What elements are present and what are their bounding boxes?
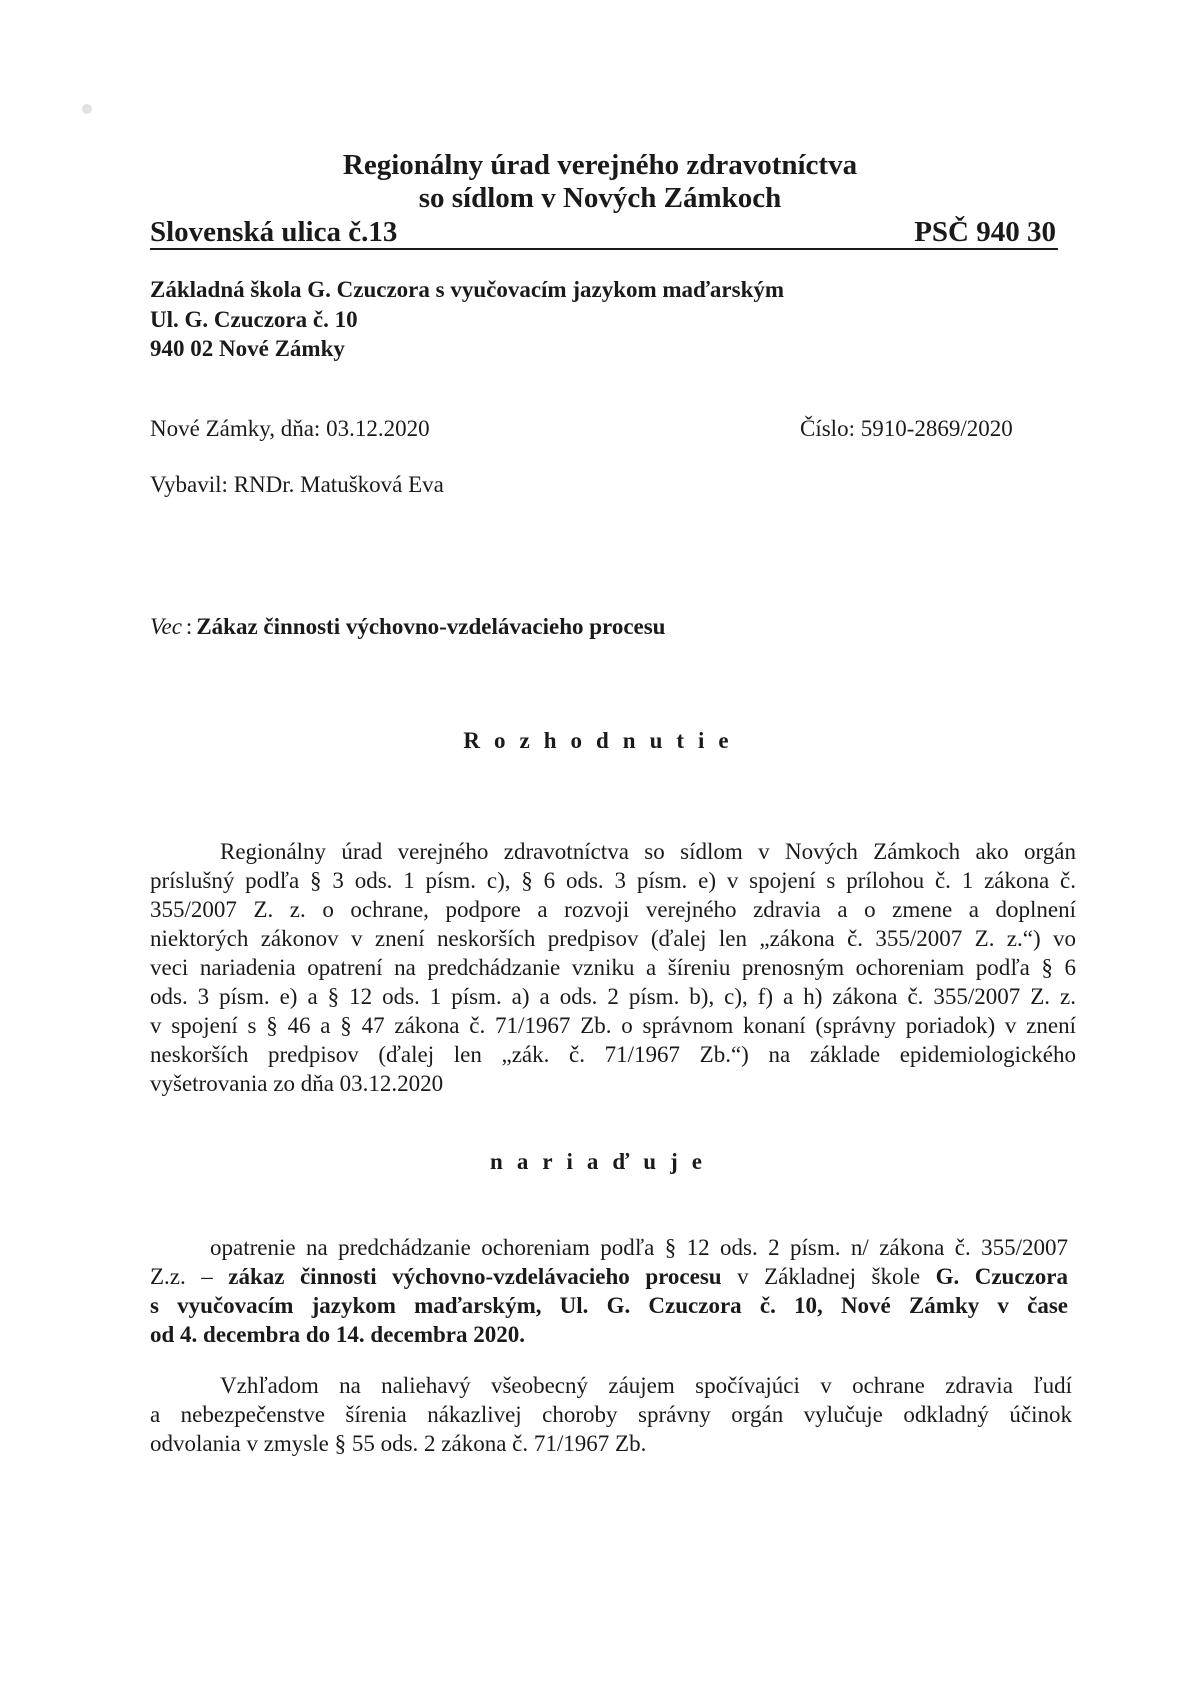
interest-paragraph xyxy=(150,1371,1072,1458)
authority-name: Regionálny úrad verejného zdravotníctva xyxy=(342,149,858,181)
recipient-city: 940 02 Nové Zámky xyxy=(150,336,345,361)
order-period: od 4. decembra do 14. decembra 2020. xyxy=(150,1322,525,1347)
paragraph-line: vyšetrovania zo dňa 03.12.2020 xyxy=(150,1071,444,1096)
authority-seat: so sídlom v Nových Zámkoch xyxy=(418,182,782,214)
order-heading: nariaďuje xyxy=(490,1149,716,1174)
order-law-ref: Z.z. – xyxy=(150,1264,229,1289)
recipient-name: Základná škola G. Czuczora s vyučovacím jazykom maďarským xyxy=(150,277,785,302)
paragraph-line: s vyučovacím jazykom maďarským, Ul. G. Czuczora č. 10, Nové Zámky v čase xyxy=(150,1293,1068,1318)
decision-heading: Rozhodnutie xyxy=(463,728,743,753)
subject-label: Vec xyxy=(150,614,182,639)
subject-separator: : xyxy=(185,614,193,639)
place-and-date: Nové Zámky, dňa: 03.12.2020 xyxy=(150,416,430,441)
letterhead-divider xyxy=(150,248,1058,250)
reference-number: Číslo: 5910-2869/2020 xyxy=(800,416,1013,441)
paragraph-line: niektorých zákonov v znení neskorších predpisov (ďalej len „zákona č. 355/2007 Z. z.“) vo xyxy=(150,926,1076,951)
paragraph-line: Regionálny úrad verejného zdravotníctva so sídlom v Nových Zámkoch ako orgán xyxy=(220,839,1076,864)
paragraph-line: veci nariadenia opatrení na predchádzanie vzniku a šíreniu prenosným ochoreniam podľa § 6 xyxy=(150,955,1076,980)
decision-paragraph xyxy=(150,837,1076,1098)
paragraph-line: ods. 3 písm. e) a § 12 ods. 1 písm. a) a ods. 2 písm. b), c), f) a h) zákona č. 355/2007 Z. z. xyxy=(150,984,1076,1009)
letterhead-street: Slovenská ulica č.13 xyxy=(150,216,398,248)
paragraph-line: odvolania v zmysle § 55 ods. 2 zákona č. 71/1967 Zb. xyxy=(150,1431,647,1456)
paragraph-line: opatrenie na predchádzanie ochoreniam podľa § 12 ods. 2 písm. n/ zákona č. 355/2007 xyxy=(210,1235,1068,1260)
paragraph-line: Vzhľadom na naliehavý všeobecný záujem spočívajúci v ochrane zdravia ľudí xyxy=(220,1373,1072,1398)
subject-text: Zákaz činnosti výchovno-vzdelávacieho procesu xyxy=(196,614,666,639)
recipient-street: Ul. G. Czuczora č. 10 xyxy=(150,307,358,332)
paragraph-line: a nebezpečenstve šírenia nákazlivej choroby správny orgán vylučuje odkladný účinok xyxy=(150,1402,1072,1427)
paragraph-line: v spojení s § 46 a § 47 zákona č. 71/1967 Zb. o správnom konaní (správny poriadok) v znení xyxy=(150,1013,1076,1038)
paragraph-line: neskorších predpisov (ďalej len „zák. č. 71/1967 Zb.“) na základe epidemiologického xyxy=(150,1042,1076,1067)
subject-line xyxy=(150,613,665,641)
order-measure: zákaz činnosti výchovno-vzdelávacieho procesu xyxy=(228,1264,722,1289)
order-location-prefix: v Základnej škole xyxy=(721,1264,936,1289)
handled-by: Vybavil: RNDr. Matušková Eva xyxy=(150,472,444,497)
order-school-name: G. Czuczora xyxy=(935,1264,1068,1289)
paragraph-line: 355/2007 Z. z. o ochrane, podpore a rozvoji verejného zdravia a o zmene a doplnení xyxy=(150,897,1076,922)
letterhead-postal-code: PSČ 940 30 xyxy=(914,216,1056,248)
paragraph-line: príslušný podľa § 3 ods. 1 písm. c), § 6 ods. 3 písm. e) v spojení s prílohou č. 1 zákona č. xyxy=(150,868,1076,893)
paragraph-line xyxy=(150,1262,1068,1291)
order-paragraph xyxy=(150,1233,1068,1349)
scan-speck xyxy=(82,104,92,114)
